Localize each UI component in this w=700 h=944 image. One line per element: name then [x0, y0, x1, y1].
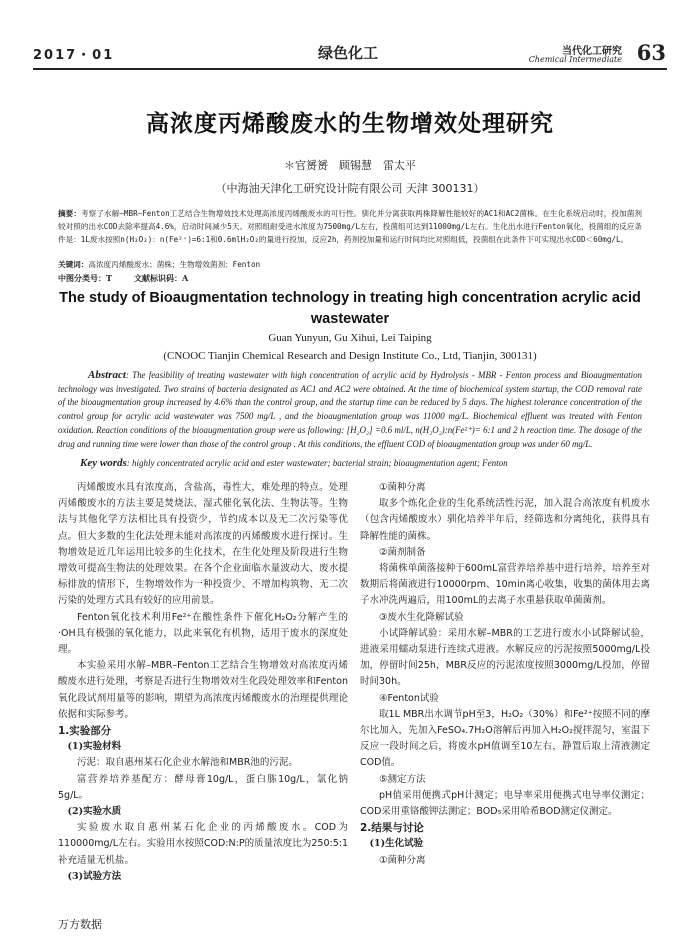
body-paragraph: 取多个炼化企业的生化系统活性污泥，加入混合高浓度有机废水（包含丙烯酸废水）驯化培养半年后，经筛选和分离纯化，获得具有降解性能的菌株。: [360, 498, 650, 542]
affiliation-en: (CNOOC Tianjin Chemical Research and Design Institute Co., Ltd, Tianjin, 300131): [163, 350, 537, 362]
step-heading: ②菌剂制备: [379, 546, 426, 558]
keywords-cn-label: 关键词：: [58, 260, 89, 269]
abstract-cn: [58, 207, 642, 246]
step-heading: ④Fenton试验: [379, 692, 439, 704]
authors-en: Guan Yunyun, Gu Xihui, Lei Taiping: [268, 332, 432, 344]
issue-label: 2017・01: [33, 48, 115, 63]
abstract-en: [58, 369, 642, 451]
keywords-en-label: Key words: [80, 457, 127, 469]
subsection-heading: (1)实验材料: [67, 741, 122, 753]
journal-brand-en: Chemical Intermediate: [528, 55, 622, 64]
keywords-cn-text: 高浓度丙烯酸废水；菌株；生物增效菌剂；Fenton: [88, 260, 261, 269]
abstract-cn-text: 考察了水解—MBR—Fenton工艺结合生物增效技术处理高浓度丙烯酸废水的可行性。驯化并分离获取两株降解性能较好的AC1和AC2菌株。在生化系统启动时，投加菌剂较对照的出水COD去除率提高4.6%，启动时间减少5天。对照组耐受进水浓度为7500mg/L左右，投菌组可达到11000mg/L左右。生化出水进行Fenton氧化，投菌组的反应条件是：1L废水按照n(H₂O₂)：n(Fe²⁺)=6:1和0.6mlH₂O₂的量进行投加，反应2h，药剂投加量和运行时间均比对照组低，投菌组在此条件下可实现出水COD＜60mg/L。: [58, 209, 643, 244]
subsection-heading: (2)实验水质: [67, 806, 122, 818]
journal-section-name: 绿色化工: [318, 44, 379, 62]
subsection-heading: (1)生化试验: [369, 838, 424, 850]
article-title-cn: 高浓度丙烯酸废水的生物增效处理研究: [146, 111, 554, 137]
body-paragraph: 本实验采用水解–MBR–Fenton工艺结合生物增效对高浓度丙烯酸废水进行处理，考察是否进行生物增效对生化段处理效率和Fenton氧化段试剂用量等的影响，期望为高浓度丙烯酸废水的治理提供理论依据和实际参考。: [58, 660, 348, 720]
keywords-cn: [58, 259, 642, 270]
abstract-cn-label: 摘要：: [58, 209, 82, 218]
article-title-en: The study of Bioaugmentation technology in treating high concentration acrylic acid wastewater: [59, 290, 641, 327]
document-code: 文献标识码：A: [133, 273, 189, 283]
body-paragraph: 实验废水取自惠州某石化企业的丙烯酸废水。COD为110000mg/L左右。实验用水按照COD:N:P的质量浓度比为250:5:1补充适量无机盐。: [58, 822, 348, 866]
body-paragraph: Fenton氧化技术利用Fe²⁺在酸性条件下催化H₂O₂分解产生的·OH具有极强的氧化能力，以此来氧化有机物，适用于废水的深度处理。: [58, 611, 348, 656]
header-divider: [33, 68, 667, 70]
body-paragraph: 将菌株单菌落接种于600mL富营养培养基中进行培养，培养至对数期后将菌液进行10000rpm、10min离心收集，收集的菌体用去离子水冲洗两遍后，用100mL的去离子水重悬获取单菌菌剂。: [360, 563, 650, 607]
clc-number: 中图分类号：T: [58, 273, 112, 283]
body-column-right: [360, 480, 650, 869]
body-paragraph: 丙烯酸废水具有浓度高，含盐高，毒性大，难处理的特点。处理丙烯酸废水的方法主要是焚烧法、湿式催化氧化法、生物法等。生物法与其他化学方法相比具有投资少，节约成本以及无二次污染等优点。但大多数的生化法处理未能对高浓度的丙烯酸废水进行探讨。生物增效是近几年运用比较多的生化技术，在生化处理及阶段进行生物增效可提高生物法的处理效果。在各个企业面临水量波动大、废水提标排放的情形下，生物增效作为一种投资少、不增加构筑物、无二次污染的处理方式具有较好的应用前景。: [58, 482, 348, 607]
keywords-en-text: : highly concentrated acrylic acid and ester wastewater; bacterial strain; bioaugmentation agent; Fenton: [126, 458, 508, 468]
abstract-en-text: : The feasibility of treating wastewater with high concentration of acrylic acid by Hydrolysis - MBR - Fenton process and Bioaugmentation technology was investigated. Two strains of bacteria designated as AC1 and AC2 were obtained. At the time of biochemical system startup, the COD removal rate of the bioaugmentation group increased by 4.6% than the control group, and the startup time can be reduced by 5 days. The highest tolerance concentration of the control group for acrylic acid wastewater was 7500 mg/L , and the bioaugmentation group was 11000 mg/L. Biochemical effluent was treated with Fenton oxidation. Reaction conditions of the bioaugmentation group were as following: [H₂O₂] =0.6 ml/L, n(H₂O₂):n(Fe²⁺)= 6:1 and 2 h reaction time. The dosage of the drug and running time were lower than those of the control group . At this conditions, the effluent COD of bioaugmentation group was under 60 mg/L.: [58, 370, 642, 449]
step-heading: ⑤测定方法: [379, 773, 426, 785]
section-heading: 1.实验部分: [58, 725, 112, 738]
step-heading: ③废水生化降解试验: [379, 611, 464, 623]
subsection-heading: (3)试验方法: [67, 870, 122, 882]
body-paragraph: 取1L MBR出水调节pH至3，H₂O₂（30%）和Fe²⁺按照不同的摩尔比加入，先加入FeSO₄.7H₂O溶解后再加入H₂O₂搅拌混匀，室温下反应一段时间之后，将废水pH值调至10左右，静置后取上清液测定COD值。: [360, 708, 650, 769]
keywords-en: [80, 457, 660, 469]
classification-line: [58, 273, 210, 284]
section-heading: 2.结果与讨论: [360, 822, 424, 835]
body-paragraph: 富营养培养基配方：酵母膏10g/L，蛋白胨10g/L，氯化钠5g/L。: [58, 773, 348, 801]
affiliation-cn: （中海油天津化工研究设计院有限公司 天津 300131）: [215, 182, 485, 195]
authors-cn: ＊官赟赟 顾锡慧 雷太平: [284, 159, 416, 172]
body-paragraph: pH值采用便携式pH计测定；电导率采用便携式电导率仪测定；COD采用重铬酸钾法测定；BOD₅采用哈希BOD测定仪测定。: [360, 789, 650, 818]
body-paragraph: 小试降解试验：采用水解–MBR的工艺进行废水小试降解试验，进液采用蠕动泵进行连续式进液。水解反应的污泥按照5000mg/L投加，停留时间25h，MBR反应的污泥浓度按照3000mg/L投加，停留时间30h。: [360, 627, 650, 688]
watermark-text: 万方数据: [58, 918, 102, 931]
step-heading: ①菌种分离: [379, 482, 426, 493]
step-heading: ①菌种分离: [379, 854, 426, 866]
journal-brand-cn: 当代化工研究: [562, 46, 622, 57]
abstract-en-label: Abstract: [88, 369, 126, 381]
body-paragraph: 污泥：取自惠州某石化企业水解池和MBR池的污泥。: [77, 757, 298, 769]
page-number: 63: [636, 40, 666, 65]
body-column-left: [58, 480, 348, 885]
